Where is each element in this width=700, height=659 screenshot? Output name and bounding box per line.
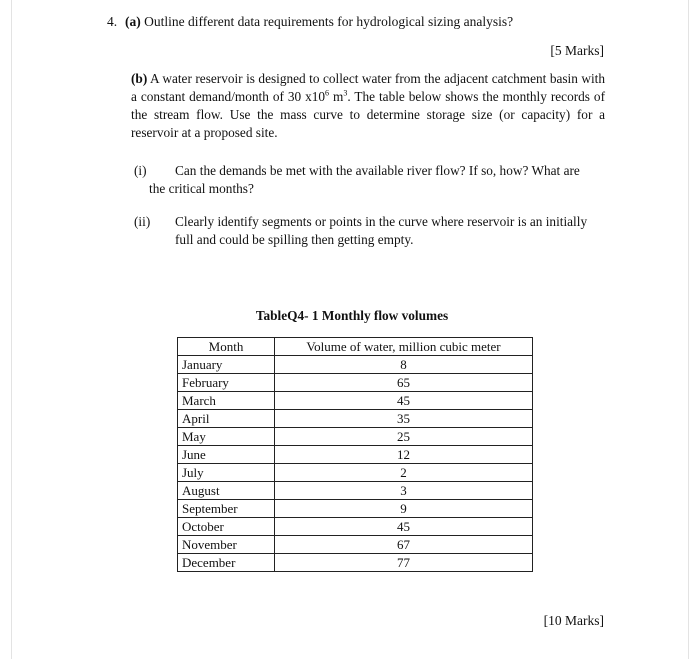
table-row — [178, 428, 533, 446]
month-cell: September — [178, 500, 275, 518]
volume-cell: 12 — [275, 446, 533, 464]
table-row — [178, 464, 533, 482]
month-cell: November — [178, 536, 275, 554]
part-b-paragraph — [131, 70, 605, 142]
month-cell: April — [178, 410, 275, 428]
month-cell: December — [178, 554, 275, 572]
table-row — [178, 356, 533, 374]
volume-cell: 65 — [275, 374, 533, 392]
sub-question-i-text: Can the demands be met with the available river flow? If so, how? What are — [175, 163, 580, 178]
table-row — [178, 554, 533, 572]
part-a-label: (a) — [125, 14, 141, 29]
volume-cell: 9 — [275, 500, 533, 518]
part-b-label: (b) — [131, 71, 148, 86]
column-header-volume: Volume of water, million cubic meter — [275, 338, 533, 356]
table-row — [178, 518, 533, 536]
part-b-text-1: A water reservoir is designed to collect water from the adjacent catchment basin with a constant demand/month of 30 x10 — [131, 71, 605, 104]
table-row — [178, 410, 533, 428]
volume-cell: 45 — [275, 518, 533, 536]
month-cell: May — [178, 428, 275, 446]
column-header-month: Month — [178, 338, 275, 356]
volume-cell: 3 — [275, 482, 533, 500]
table-row — [178, 446, 533, 464]
part-a-text: Outline different data requirements for hydrological sizing analysis? — [144, 14, 514, 29]
part-a-question — [125, 14, 513, 30]
monthly-flow-table — [177, 337, 533, 572]
volume-cell: 8 — [275, 356, 533, 374]
month-cell: August — [178, 482, 275, 500]
month-cell: March — [178, 392, 275, 410]
page-edge-left — [11, 0, 12, 659]
month-cell: June — [178, 446, 275, 464]
table-row — [178, 500, 533, 518]
volume-cell: 35 — [275, 410, 533, 428]
volume-cell: 2 — [275, 464, 533, 482]
table-row — [178, 536, 533, 554]
sub-question-ii-text: Clearly identify segments or points in the curve where reservoir is an initially full and could be spilling then getting empty. — [175, 214, 588, 247]
part-b-marks: [10 Marks] — [543, 613, 604, 628]
sub-question-i-continuation: the critical months? — [149, 181, 254, 196]
table-title-text: TableQ4- 1 Monthly flow volumes — [255, 308, 449, 323]
month-cell: July — [178, 464, 275, 482]
sub-question-ii-label: (ii) — [134, 214, 151, 229]
part-b-exponent-3: 3 — [343, 88, 348, 98]
table-row — [178, 482, 533, 500]
table-row — [178, 374, 533, 392]
part-b-text-3: . The table below shows the monthly records of the stream flow. Use the mass curve to determine storage size (or capacity) for a reservoir at a proposed site. — [131, 89, 605, 140]
part-b-text-2: m — [329, 89, 344, 104]
volume-cell: 25 — [275, 428, 533, 446]
month-cell: October — [178, 518, 275, 536]
page-edge-right — [688, 0, 689, 659]
table-title — [0, 308, 700, 324]
question-number: 4. — [107, 14, 118, 29]
table-header-row — [178, 338, 533, 356]
sub-question-i-label: (i) — [134, 163, 147, 178]
table-row — [178, 392, 533, 410]
volume-cell: 67 — [275, 536, 533, 554]
volume-cell: 45 — [275, 392, 533, 410]
part-a-marks: [5 Marks] — [550, 43, 604, 58]
volume-cell: 77 — [275, 554, 533, 572]
part-b-exponent-6: 6 — [325, 88, 330, 98]
month-cell: February — [178, 374, 275, 392]
month-cell: January — [178, 356, 275, 374]
